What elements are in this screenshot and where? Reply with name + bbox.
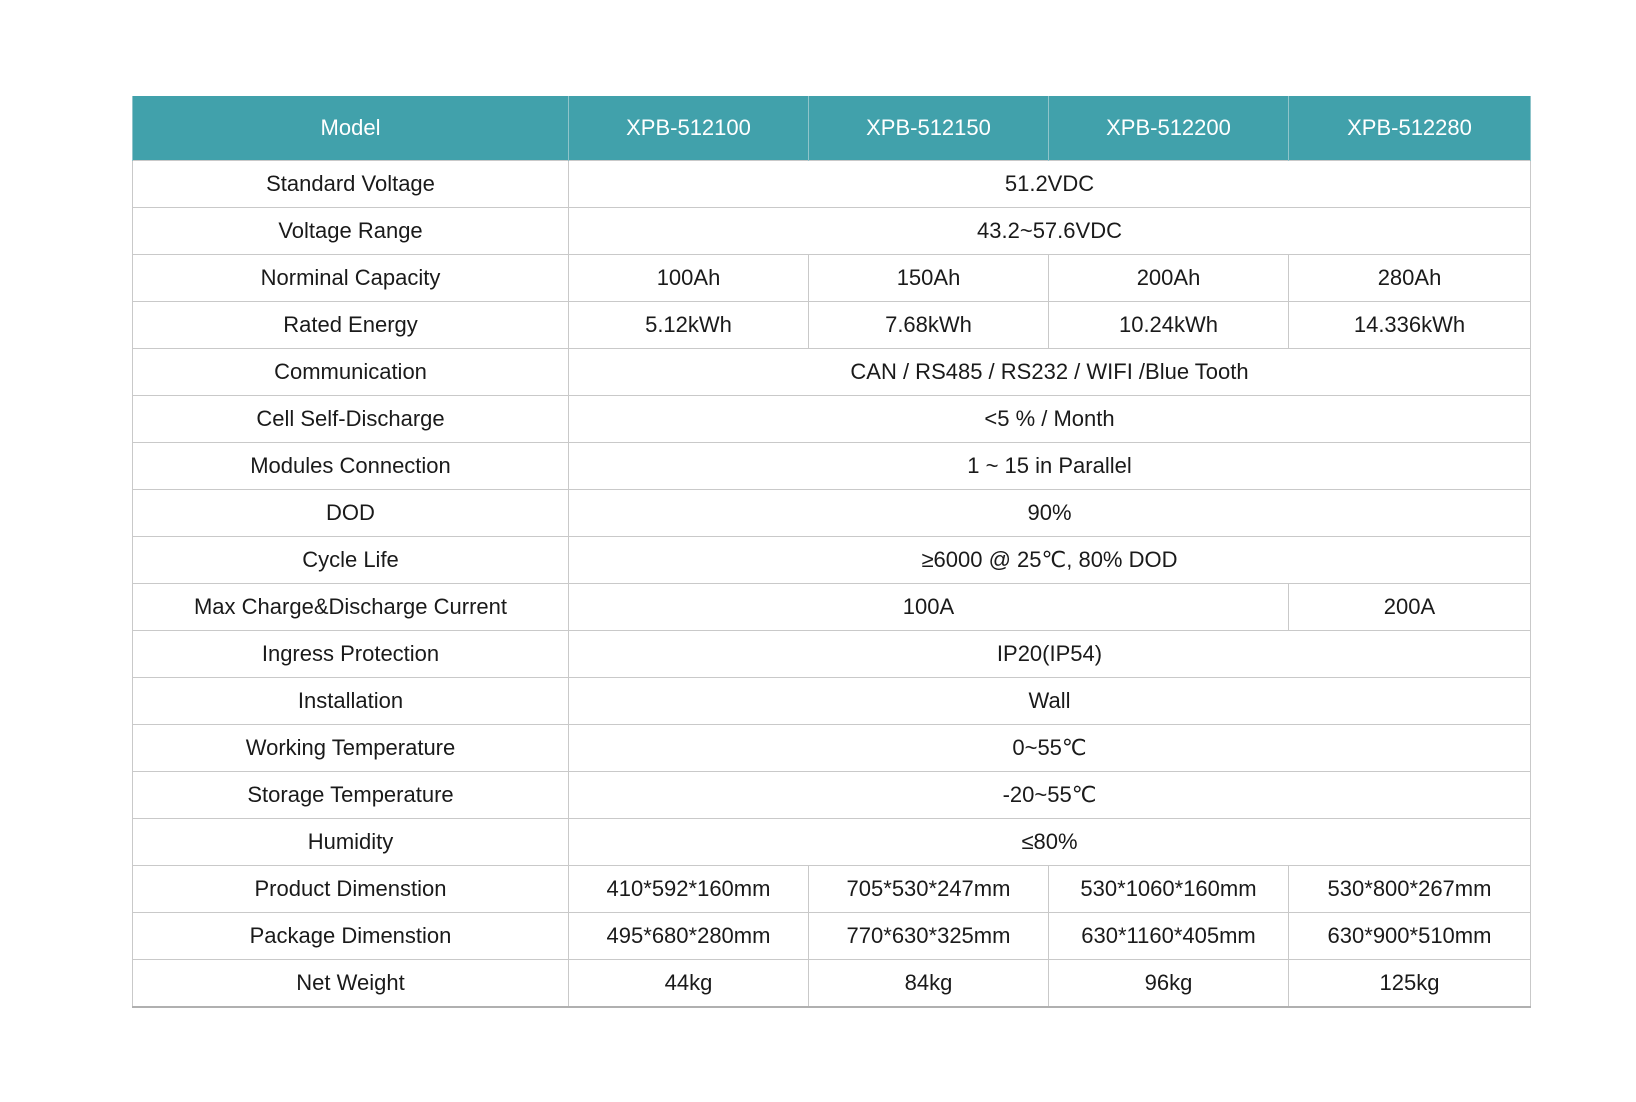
row-value-cell: 410*592*160mm (569, 866, 809, 913)
row-label: Norminal Capacity (133, 255, 569, 302)
table-row (133, 584, 1531, 631)
row-value-cell: 150Ah (809, 255, 1049, 302)
row-value-cell: 1 ~ 15 in Parallel (569, 443, 1531, 490)
table-row (133, 772, 1531, 819)
row-label: Modules Connection (133, 443, 569, 490)
row-value-cell: 280Ah (1289, 255, 1531, 302)
header-cell-xpb-512280: XPB-512280 (1289, 96, 1531, 161)
header-cell-xpb-512200: XPB-512200 (1049, 96, 1289, 161)
row-label: Rated Energy (133, 302, 569, 349)
row-value-cell: CAN / RS485 / RS232 / WIFI /Blue Tooth (569, 349, 1531, 396)
row-value-cell: 51.2VDC (569, 161, 1531, 208)
row-value-cell: Wall (569, 678, 1531, 725)
row-label: Cell Self-Discharge (133, 396, 569, 443)
row-label: Working Temperature (133, 725, 569, 772)
header-cell-xpb-512150: XPB-512150 (809, 96, 1049, 161)
table-row (133, 396, 1531, 443)
row-value-cell: 200Ah (1049, 255, 1289, 302)
header-cell-model: Model (133, 96, 569, 161)
table-row (133, 913, 1531, 960)
row-value-cell: 7.68kWh (809, 302, 1049, 349)
row-label: Standard Voltage (133, 161, 569, 208)
header-row (133, 96, 1531, 161)
table-row (133, 302, 1531, 349)
row-value-cell: 530*800*267mm (1289, 866, 1531, 913)
table-row (133, 866, 1531, 913)
row-value-cell: ≤80% (569, 819, 1531, 866)
row-value-cell: 84kg (809, 960, 1049, 1008)
table-row (133, 161, 1531, 208)
table-row (133, 819, 1531, 866)
row-value-cell: 100A (569, 584, 1289, 631)
row-value-cell: 10.24kWh (1049, 302, 1289, 349)
row-value-cell: 5.12kWh (569, 302, 809, 349)
row-value-cell: <5 % / Month (569, 396, 1531, 443)
row-value-cell: 770*630*325mm (809, 913, 1049, 960)
row-label: Storage Temperature (133, 772, 569, 819)
table-row (133, 725, 1531, 772)
row-value-cell: 630*1160*405mm (1049, 913, 1289, 960)
table-row (133, 490, 1531, 537)
table-row (133, 631, 1531, 678)
table-row (133, 349, 1531, 396)
row-label: Max Charge&Discharge Current (133, 584, 569, 631)
row-value-cell: 705*530*247mm (809, 866, 1049, 913)
row-value-cell: ≥6000 @ 25℃, 80% DOD (569, 537, 1531, 584)
row-label: Cycle Life (133, 537, 569, 584)
table-row (133, 537, 1531, 584)
row-label: Product Dimenstion (133, 866, 569, 913)
table-row (133, 208, 1531, 255)
spec-table (132, 96, 1531, 1008)
row-value-cell: 44kg (569, 960, 809, 1008)
table-row (133, 443, 1531, 490)
row-value-cell: 96kg (1049, 960, 1289, 1008)
table-row (133, 678, 1531, 725)
row-label: Net Weight (133, 960, 569, 1008)
row-label: Package Dimenstion (133, 913, 569, 960)
row-value-cell: 125kg (1289, 960, 1531, 1008)
row-value-cell: 90% (569, 490, 1531, 537)
row-label: Installation (133, 678, 569, 725)
header-cell-xpb-512100: XPB-512100 (569, 96, 809, 161)
row-label: Ingress Protection (133, 631, 569, 678)
table-row (133, 255, 1531, 302)
row-value-cell: 14.336kWh (1289, 302, 1531, 349)
row-value-cell: -20~55℃ (569, 772, 1531, 819)
spec-table-body (133, 161, 1531, 1008)
row-value-cell: 100Ah (569, 255, 809, 302)
row-label: DOD (133, 490, 569, 537)
row-value-cell: 530*1060*160mm (1049, 866, 1289, 913)
row-value-cell: 43.2~57.6VDC (569, 208, 1531, 255)
row-value-cell: 495*680*280mm (569, 913, 809, 960)
row-label: Voltage Range (133, 208, 569, 255)
row-value-cell: 630*900*510mm (1289, 913, 1531, 960)
table-row (133, 960, 1531, 1008)
row-value-cell: 0~55℃ (569, 725, 1531, 772)
row-value-cell: 200A (1289, 584, 1531, 631)
row-value-cell: IP20(IP54) (569, 631, 1531, 678)
row-label: Communication (133, 349, 569, 396)
row-label: Humidity (133, 819, 569, 866)
